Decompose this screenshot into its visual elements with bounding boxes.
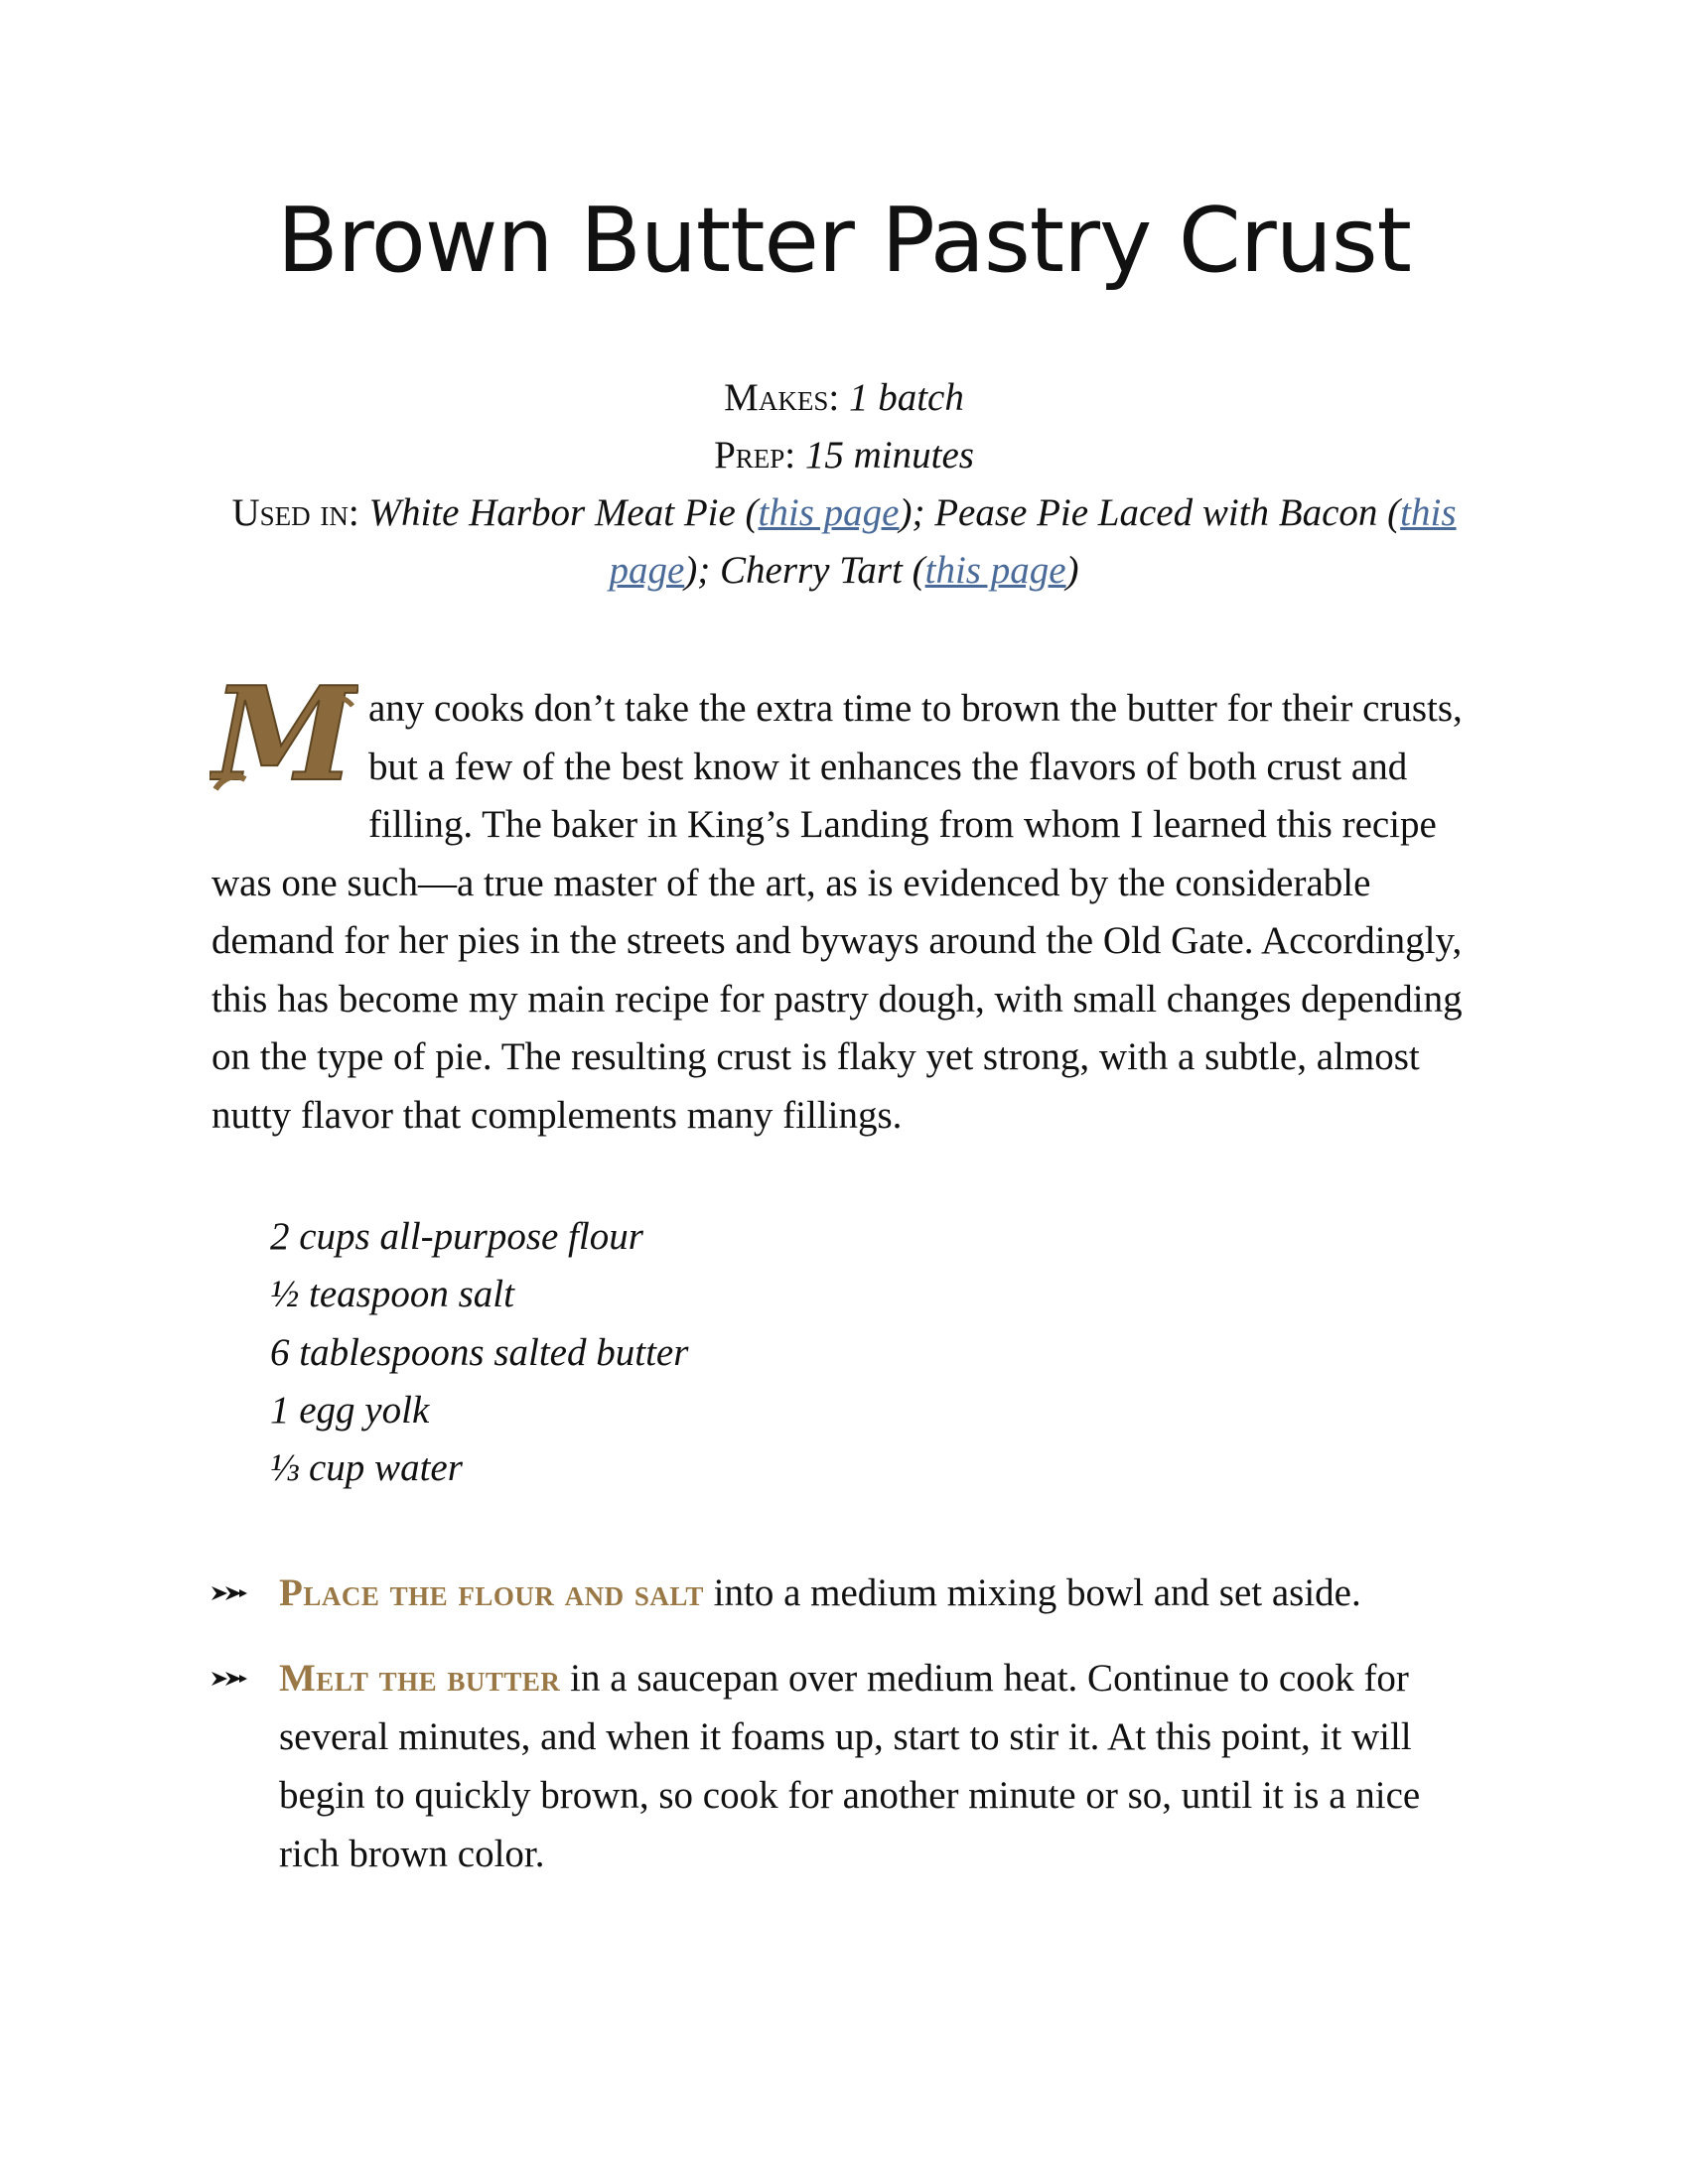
step-item (211, 1564, 1482, 1622)
used-in-link-1[interactable]: this page (758, 491, 900, 534)
makes-value: 1 batch (848, 376, 964, 419)
used-in-line: Used in: White Harbor Meat Pie (this page); Pease Pie Laced with Bacon (this page); Cherry Tart (this page) (231, 491, 1457, 592)
blackletter-m-icon (210, 680, 358, 797)
ingredient-item: 6 tablespoons salted butter (270, 1330, 689, 1374)
intro-text: any cooks don’t take the extra time to brown the butter for their crusts, but a few of the best know it enhances the flavors of both crust and filling. The baker in King’s Landing from whom I learned this recipe was one such—a true master of the art, as is evidenced by the considerable demand for her pies in the streets and byways around the Old Gate. Accordingly, this has become my main recipe for pastry dough, with small changes depending on the type of pie. The resulting crust is flaky yet strong, with a subtle, almost nutty flavor that complements many fillings. (211, 687, 1463, 1137)
step-text: in a saucepan over medium heat. Continue to cook for several minutes, and when it foams up, start to stir it. At this point, it will begin to quickly brown, so cook for another minute or so, until it is a nice rich brown color. (279, 1657, 1421, 1875)
step-text: into a medium mixing bowl and set aside. (703, 1571, 1361, 1614)
ingredient-item: ⅓ cup water (270, 1446, 463, 1490)
dropcap-letter: M (212, 680, 355, 797)
step-lead: Melt the butter (279, 1657, 561, 1700)
prep-value: 15 minutes (804, 434, 974, 477)
double-arrow-icon (211, 1583, 255, 1603)
used-in-recipe-1: White Harbor Meat Pie (368, 491, 736, 534)
used-in-link-2[interactable]: this page (609, 491, 1457, 592)
used-in-link-3[interactable]: this page (924, 549, 1066, 592)
double-arrow-icon (211, 1669, 255, 1689)
used-in-recipe-3: Cherry Tart (720, 549, 903, 592)
ingredient-item: 2 cups all-purpose flour (270, 1215, 643, 1258)
used-in-recipe-2: Pease Pie Laced with Bacon (934, 491, 1378, 534)
step-lead: Place the flour and salt (279, 1571, 704, 1614)
ingredients-list (270, 1208, 688, 1497)
intro-paragraph (211, 680, 1477, 1145)
ingredient-item: 1 egg yolk (270, 1388, 430, 1432)
used-in-label: Used in: (231, 491, 359, 534)
makes-line (211, 369, 1477, 427)
prep-line (211, 427, 1477, 484)
page-title: Brown Butter Pastry Crust (277, 189, 1411, 293)
recipe-meta (211, 369, 1477, 600)
makes-label: Makes: (724, 376, 840, 419)
ingredient-item: ½ teaspoon salt (270, 1273, 514, 1316)
steps-list (211, 1564, 1482, 1910)
prep-label: Prep: (714, 434, 796, 477)
step-item (211, 1649, 1482, 1883)
